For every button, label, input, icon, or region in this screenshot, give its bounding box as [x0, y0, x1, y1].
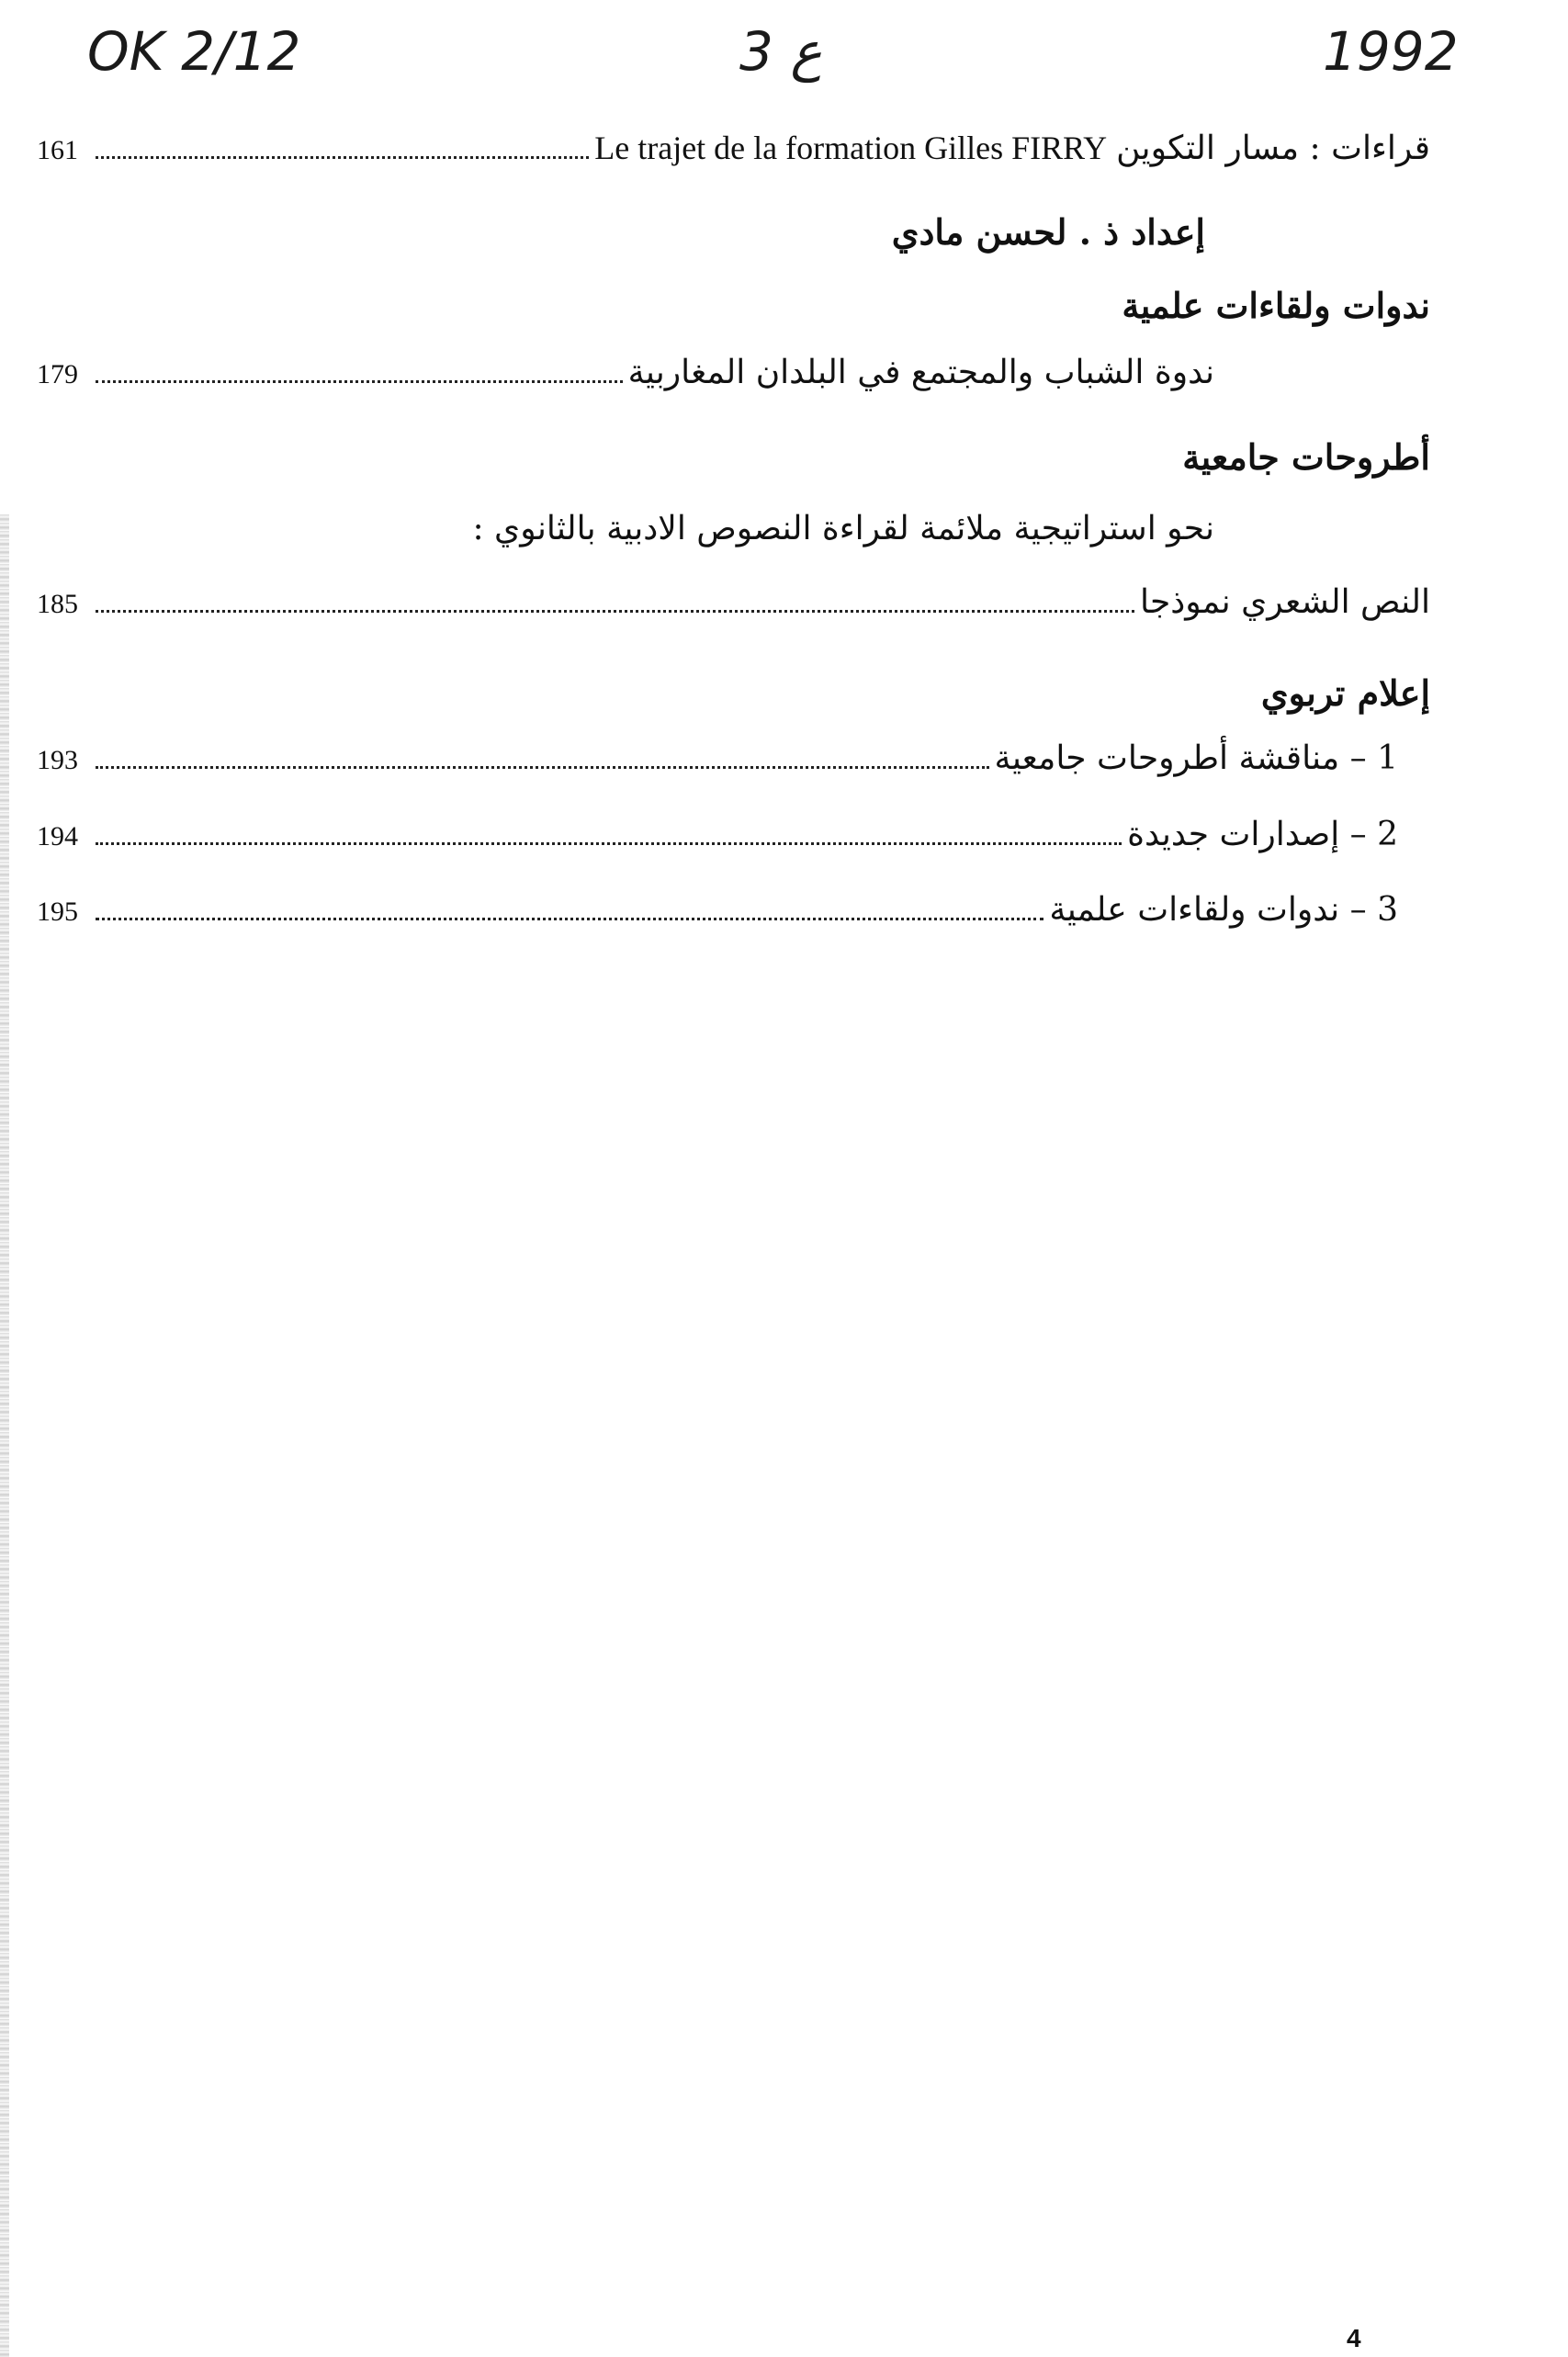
handwritten-note-top-left: OK 2/12 [87, 20, 301, 83]
section-heading-seminars: ندوات ولقاءات علمية [1122, 285, 1430, 326]
page-number: 4 [1347, 2324, 1361, 2352]
toc-entry-title: النص الشعري نموذجا [1139, 583, 1430, 621]
toc-page-number: 179 [37, 359, 78, 389]
dot-leader [96, 918, 1043, 920]
handwritten-note-year: 1992 [1323, 20, 1459, 83]
toc-entry-scientific-meetings [37, 891, 1398, 946]
toc-page-number: 195 [37, 897, 78, 927]
toc-page-number: 193 [37, 745, 78, 775]
toc-page-number: 161 [37, 135, 78, 165]
toc-entry-new-publications [37, 816, 1398, 871]
handwritten-note-top-center: 3 ع [739, 20, 822, 83]
toc-entry-youth-seminar [37, 354, 1214, 409]
toc-entry-poetic-text [37, 583, 1430, 638]
section-heading-theses: أطروحات جامعية [1182, 436, 1430, 478]
toc-page-number: 185 [37, 589, 78, 619]
author-credit: إعداد ذ . لحسن مادي [891, 211, 1205, 253]
dot-leader [96, 156, 589, 159]
toc-entry-french-title: Le trajet de la formation Gilles FIRRY [594, 130, 1108, 166]
toc-entry-arabic-title: قراءات : مسار التكوين [1116, 130, 1430, 167]
toc-entry-thesis-discussion [37, 739, 1398, 795]
toc-page-number: 194 [37, 821, 78, 851]
section-heading-educational-news: إعلام تربوي [1260, 672, 1430, 714]
dot-leader [96, 842, 1122, 845]
toc-entry-title: ندوة الشباب والمجتمع في البلدان المغاربية [627, 354, 1214, 391]
scan-shadow-edge [0, 514, 9, 2357]
toc-entry-title: 1 – مناقشة أطروحات جامعية [994, 739, 1398, 777]
dot-leader [96, 610, 1134, 613]
toc-entry-title: 2 – إصدارات جديدة [1127, 816, 1398, 853]
thesis-intro-line: نحو استراتيجية ملائمة لقراءة النصوص الادبية بالثانوي : [472, 510, 1214, 547]
dot-leader [96, 380, 623, 383]
toc-entry-readings [37, 129, 1430, 184]
toc-entry-title: 3 – ندوات ولقاءات علمية [1049, 891, 1398, 929]
dot-leader [96, 766, 989, 769]
